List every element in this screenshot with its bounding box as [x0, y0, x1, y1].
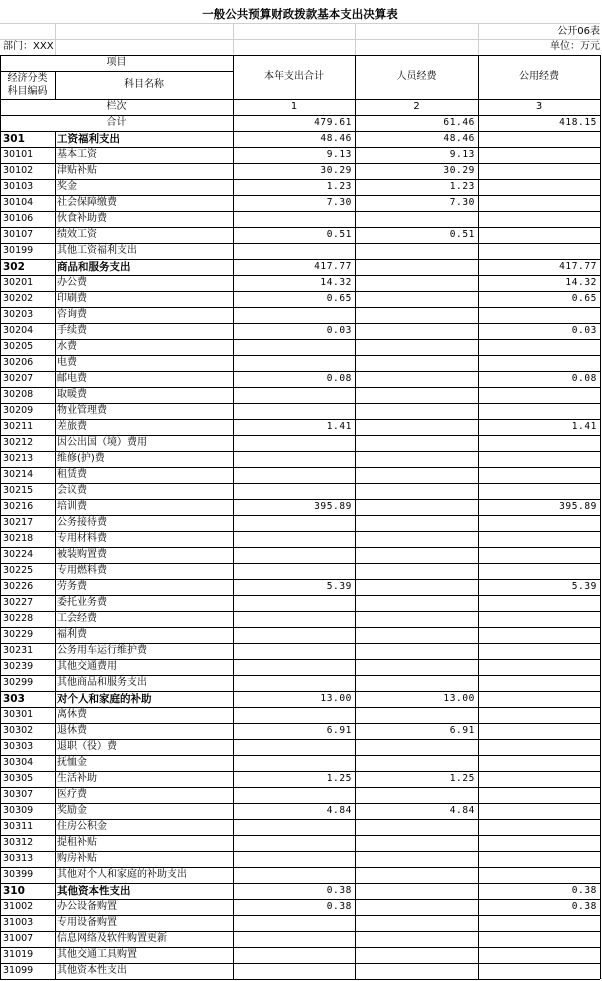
row-name: 其他工资福利支出: [57, 245, 137, 256]
row-code: 30305: [3, 773, 34, 784]
row-personnel: [355, 563, 478, 579]
row-name: 购房补贴: [57, 853, 97, 864]
row-public: [478, 195, 600, 211]
row-name: 咨询费: [57, 309, 87, 320]
row-public: [478, 211, 600, 227]
row-total: 1.41: [326, 421, 352, 432]
grid-line: [233, 131, 234, 979]
row-name: 津贴补贴: [57, 165, 97, 176]
row-code: 30101: [3, 149, 34, 160]
row-code: 31003: [3, 917, 34, 928]
row-name: 专用材料费: [57, 533, 107, 544]
row-name: 劳务费: [57, 581, 87, 592]
row-total: 0.38: [326, 901, 352, 912]
row-public: [478, 787, 600, 803]
row-total: [233, 819, 355, 835]
row-total: [233, 739, 355, 755]
row-code: 30214: [3, 469, 34, 480]
row-name: 电费: [57, 357, 77, 368]
row-personnel: [355, 835, 478, 851]
row-code: 30225: [3, 565, 34, 576]
row-code: 302: [3, 261, 25, 273]
row-code: 31019: [3, 949, 34, 960]
row-code: 30106: [3, 213, 34, 224]
row-name: 伙食补助费: [57, 213, 107, 224]
row-personnel: [355, 355, 478, 371]
row-public: [478, 947, 600, 963]
row-total: [233, 467, 355, 483]
row-total: 4.84: [326, 805, 352, 816]
row-personnel: [355, 707, 478, 723]
row-public: 1.41: [571, 421, 597, 432]
row-code: 31099: [3, 965, 34, 976]
row-public: [478, 627, 600, 643]
row-total: 30.29: [320, 165, 352, 176]
total-row-personnel: 61.46: [443, 117, 475, 128]
row-name: 维修(护)费: [57, 453, 105, 464]
grid-line: [233, 99, 234, 131]
row-code: 30309: [3, 805, 34, 816]
row-total: [233, 387, 355, 403]
row-name: 公务接待费: [57, 517, 107, 528]
row-personnel: [355, 515, 478, 531]
row-name: 因公出国（境）费用: [57, 437, 147, 448]
row-public: [478, 387, 600, 403]
row-name: 商品和服务支出: [57, 261, 131, 273]
row-code: 30229: [3, 629, 34, 640]
row-personnel: [355, 403, 478, 419]
row-total: 14.32: [320, 277, 352, 288]
row-personnel: 1.23: [449, 181, 475, 192]
row-public: [478, 915, 600, 931]
row-public: [478, 611, 600, 627]
row-name: 对个人和家庭的补助: [57, 693, 152, 705]
row-code: 303: [3, 693, 25, 705]
row-name: 专用设备购置: [57, 917, 117, 928]
row-total: 7.30: [326, 197, 352, 208]
grid-line: [478, 99, 479, 131]
row-name: 信息网络及软件购置更新: [57, 933, 167, 944]
row-name: 福利费: [57, 629, 87, 640]
row-public: [478, 227, 600, 243]
row-total: [233, 403, 355, 419]
row-name: 工资福利支出: [57, 133, 120, 145]
row-code: 310: [3, 885, 25, 897]
row-name: 培训费: [57, 501, 87, 512]
row-code: 30226: [3, 581, 34, 592]
row-public: 0.65: [571, 293, 597, 304]
row-code: 301: [3, 133, 25, 145]
row-code: 30104: [3, 197, 34, 208]
row-name: 邮电费: [57, 373, 87, 384]
row-public: [478, 515, 600, 531]
row-total: [233, 339, 355, 355]
row-total: [233, 931, 355, 947]
row-name: 委托业务费: [57, 597, 107, 608]
row-total: 13.00: [320, 693, 352, 704]
row-total: [233, 563, 355, 579]
row-name: 办公设备购置: [57, 901, 117, 912]
row-name: 抚恤金: [57, 757, 87, 768]
row-name: 专用燃料费: [57, 565, 107, 576]
row-name: 印刷费: [57, 293, 87, 304]
row-total: [233, 659, 355, 675]
row-personnel: [355, 275, 478, 291]
row-public: 0.38: [571, 885, 597, 896]
row-personnel: [355, 947, 478, 963]
row-personnel: [355, 819, 478, 835]
row-name: 退职（役）费: [57, 741, 117, 752]
row-total: [233, 355, 355, 371]
row-personnel: [355, 963, 478, 979]
row-code: 30302: [3, 725, 34, 736]
row-code: 30201: [3, 277, 34, 288]
row-name: 提租补贴: [57, 837, 97, 848]
row-public: [478, 675, 600, 691]
row-code: 30107: [3, 229, 34, 240]
row-name: 其他对个人和家庭的补助支出: [57, 869, 187, 880]
row-personnel: 30.29: [443, 165, 475, 176]
row-personnel: [355, 611, 478, 627]
header-public: 公用经费: [519, 71, 559, 82]
row-name: 基本工资: [57, 149, 97, 160]
row-code: 30206: [3, 357, 34, 368]
row-name: 奖励金: [57, 805, 87, 816]
row-total: [233, 483, 355, 499]
row-personnel: [355, 243, 478, 259]
row-total: 9.13: [326, 149, 352, 160]
row-code: 30202: [3, 293, 34, 304]
row-total: 1.23: [326, 181, 352, 192]
row-name: 公务用车运行维护费: [57, 645, 147, 656]
row-public: [478, 755, 600, 771]
grid-line: [478, 131, 479, 979]
row-name: 其他交通费用: [57, 661, 117, 672]
row-personnel: [355, 435, 478, 451]
row-personnel: [355, 211, 478, 227]
row-code: 30215: [3, 485, 34, 496]
row-total: [233, 755, 355, 771]
row-code: 30239: [3, 661, 34, 672]
row-public: [478, 435, 600, 451]
row-public: [478, 931, 600, 947]
row-total: [233, 675, 355, 691]
row-public: [478, 483, 600, 499]
row-personnel: [355, 547, 478, 563]
row-public: [478, 803, 600, 819]
total-row-label: 合计: [106, 117, 127, 128]
row-public: [478, 179, 600, 195]
row-total: [233, 867, 355, 883]
row-public: [478, 163, 600, 179]
row-personnel: [355, 851, 478, 867]
row-personnel: [355, 899, 478, 915]
total-row-public: 418.15: [559, 117, 597, 128]
row-total: [233, 947, 355, 963]
row-total: [233, 243, 355, 259]
row-code: 30303: [3, 741, 34, 752]
department-label: 部门：XXX: [3, 41, 54, 52]
row-personnel: 13.00: [443, 693, 475, 704]
grid-line: [0, 979, 600, 980]
row-personnel: [355, 867, 478, 883]
header-code: 经济分类 科目编码: [7, 73, 48, 97]
row-personnel: [355, 739, 478, 755]
grid-line: [0, 131, 1, 979]
row-public: [478, 339, 600, 355]
row-personnel: 0.51: [449, 229, 475, 240]
row-name: 手续费: [57, 325, 87, 336]
row-personnel: 1.25: [449, 773, 475, 784]
row-total: [233, 611, 355, 627]
row-public: [478, 531, 600, 547]
row-total: 5.39: [326, 581, 352, 592]
row-code: 30307: [3, 789, 34, 800]
row-code: 30203: [3, 309, 34, 320]
grid-line: [600, 131, 601, 979]
column-number-1: 1: [290, 101, 298, 112]
unit-label: 单位：万元: [550, 41, 600, 52]
row-total: 0.51: [326, 229, 352, 240]
row-public: 0.38: [571, 901, 597, 912]
row-total: [233, 851, 355, 867]
row-public: 0.08: [571, 373, 597, 384]
row-personnel: [355, 643, 478, 659]
row-personnel: [355, 659, 478, 675]
row-code: 30231: [3, 645, 34, 656]
row-name: 其他资本性支出: [57, 965, 127, 976]
row-code: 30311: [3, 821, 34, 832]
row-personnel: 9.13: [449, 149, 475, 160]
row-total: [233, 435, 355, 451]
header-item: 项目: [106, 57, 127, 68]
row-code: 30199: [3, 245, 34, 256]
grid-line: [600, 99, 601, 131]
row-name: 社会保障缴费: [57, 197, 117, 208]
row-public: [478, 739, 600, 755]
row-code: 30218: [3, 533, 34, 544]
row-code: 30228: [3, 613, 34, 624]
row-public: 417.77: [559, 261, 597, 272]
row-public: [478, 819, 600, 835]
row-public: [478, 595, 600, 611]
row-personnel: [355, 371, 478, 387]
row-personnel: [355, 627, 478, 643]
grid-line: [355, 99, 356, 131]
row-public: [478, 771, 600, 787]
total-row-total: 479.61: [314, 117, 352, 128]
grid-line: [233, 23, 234, 55]
row-code: 30204: [3, 325, 34, 336]
row-name: 住房公积金: [57, 821, 107, 832]
row-personnel: [355, 451, 478, 467]
row-public: [478, 467, 600, 483]
row-public: [478, 451, 600, 467]
row-name: 工会经费: [57, 613, 97, 624]
row-name: 其他资本性支出: [57, 885, 131, 897]
row-personnel: [355, 483, 478, 499]
row-public: [478, 547, 600, 563]
row-total: [233, 451, 355, 467]
column-number-2: 2: [413, 101, 420, 112]
row-personnel: 48.46: [443, 133, 475, 144]
row-public: [478, 147, 600, 163]
row-name: 会议费: [57, 485, 87, 496]
row-code: 31007: [3, 933, 34, 944]
row-personnel: 4.84: [449, 805, 475, 816]
row-public: [478, 243, 600, 259]
row-code: 30299: [3, 677, 34, 688]
row-personnel: [355, 387, 478, 403]
row-total: [233, 963, 355, 979]
row-total: [233, 835, 355, 851]
row-total: 48.46: [320, 133, 352, 144]
row-public: [478, 691, 600, 707]
form-number: 公开06表: [557, 26, 600, 37]
grid-line: [0, 99, 1, 131]
row-code: 30217: [3, 517, 34, 528]
row-total: [233, 787, 355, 803]
row-total: [233, 515, 355, 531]
row-total: [233, 915, 355, 931]
row-name: 物业管理费: [57, 405, 107, 416]
row-total: [233, 643, 355, 659]
row-name: 取暖费: [57, 389, 87, 400]
row-code: 30103: [3, 181, 34, 192]
row-public: [478, 355, 600, 371]
row-total: [233, 211, 355, 227]
row-public: [478, 307, 600, 323]
row-personnel: [355, 595, 478, 611]
row-name: 其他交通工具购置: [57, 949, 137, 960]
row-public: 395.89: [559, 501, 597, 512]
row-personnel: [355, 883, 478, 899]
row-total: [233, 627, 355, 643]
row-personnel: [355, 915, 478, 931]
row-name: 水费: [57, 341, 77, 352]
row-public: [478, 835, 600, 851]
row-code: 30208: [3, 389, 34, 400]
row-public: [478, 963, 600, 979]
row-personnel: [355, 931, 478, 947]
row-name: 离休费: [57, 709, 87, 720]
column-number-3: 3: [535, 101, 543, 112]
row-personnel: [355, 291, 478, 307]
row-name: 被装购置费: [57, 549, 107, 560]
row-code: 30213: [3, 453, 34, 464]
row-public: [478, 707, 600, 723]
row-public: [478, 563, 600, 579]
row-public: 5.39: [571, 581, 597, 592]
row-code: 30304: [3, 757, 34, 768]
row-personnel: [355, 579, 478, 595]
row-personnel: 6.91: [449, 725, 475, 736]
grid-line: [355, 23, 356, 55]
row-total: 0.08: [326, 373, 352, 384]
row-name: 其他商品和服务支出: [57, 677, 147, 688]
row-code: 30313: [3, 853, 34, 864]
row-code: 30207: [3, 373, 34, 384]
row-code: 30102: [3, 165, 34, 176]
row-code: 30212: [3, 437, 34, 448]
row-code: 30301: [3, 709, 34, 720]
row-public: [478, 867, 600, 883]
row-total: 1.25: [326, 773, 352, 784]
row-total: [233, 547, 355, 563]
row-number-label: 栏次: [106, 101, 127, 112]
row-name: 医疗费: [57, 789, 87, 800]
row-public: [478, 659, 600, 675]
row-name: 办公费: [57, 277, 87, 288]
row-public: 14.32: [565, 277, 597, 288]
row-total: [233, 595, 355, 611]
row-personnel: [355, 531, 478, 547]
row-personnel: [355, 787, 478, 803]
row-code: 30205: [3, 341, 34, 352]
row-total: 6.91: [326, 725, 352, 736]
row-public: [478, 851, 600, 867]
row-public: [478, 403, 600, 419]
row-total: [233, 707, 355, 723]
grid-line: [55, 131, 56, 979]
row-personnel: [355, 339, 478, 355]
row-public: [478, 643, 600, 659]
row-personnel: [355, 307, 478, 323]
row-personnel: [355, 499, 478, 515]
header-name: 科目名称: [124, 79, 164, 90]
header-total: 本年支出合计: [264, 71, 324, 82]
row-personnel: [355, 755, 478, 771]
row-total: [233, 307, 355, 323]
row-name: 差旅费: [57, 421, 87, 432]
row-code: 30312: [3, 837, 34, 848]
grid-line: [355, 131, 356, 979]
row-code: 30399: [3, 869, 34, 880]
header-personnel: 人员经费: [396, 71, 437, 82]
row-personnel: [355, 259, 478, 275]
row-public: 0.03: [571, 325, 597, 336]
row-name: 奖金: [57, 181, 77, 192]
row-total: 0.38: [326, 885, 352, 896]
row-code: 30209: [3, 405, 34, 416]
row-name: 租赁费: [57, 469, 87, 480]
row-personnel: [355, 467, 478, 483]
row-public: [478, 131, 600, 147]
row-code: 30224: [3, 549, 34, 560]
row-code: 31002: [3, 901, 34, 912]
row-total: 417.77: [314, 261, 352, 272]
row-code: 30227: [3, 597, 34, 608]
grid-line: [600, 55, 601, 99]
row-code: 30211: [3, 421, 34, 432]
row-name: 退休费: [57, 725, 87, 736]
row-name: 生活补助: [57, 773, 97, 784]
row-personnel: [355, 419, 478, 435]
row-total: 0.03: [326, 325, 352, 336]
row-name: 绩效工资: [57, 229, 97, 240]
row-total: [233, 531, 355, 547]
row-personnel: [355, 323, 478, 339]
row-public: [478, 723, 600, 739]
page-title: 一般公共预算财政拨款基本支出决算表: [202, 7, 398, 21]
row-personnel: [355, 675, 478, 691]
row-total: 395.89: [314, 501, 352, 512]
row-personnel: 7.30: [449, 197, 475, 208]
row-code: 30216: [3, 501, 34, 512]
row-total: 0.65: [326, 293, 352, 304]
